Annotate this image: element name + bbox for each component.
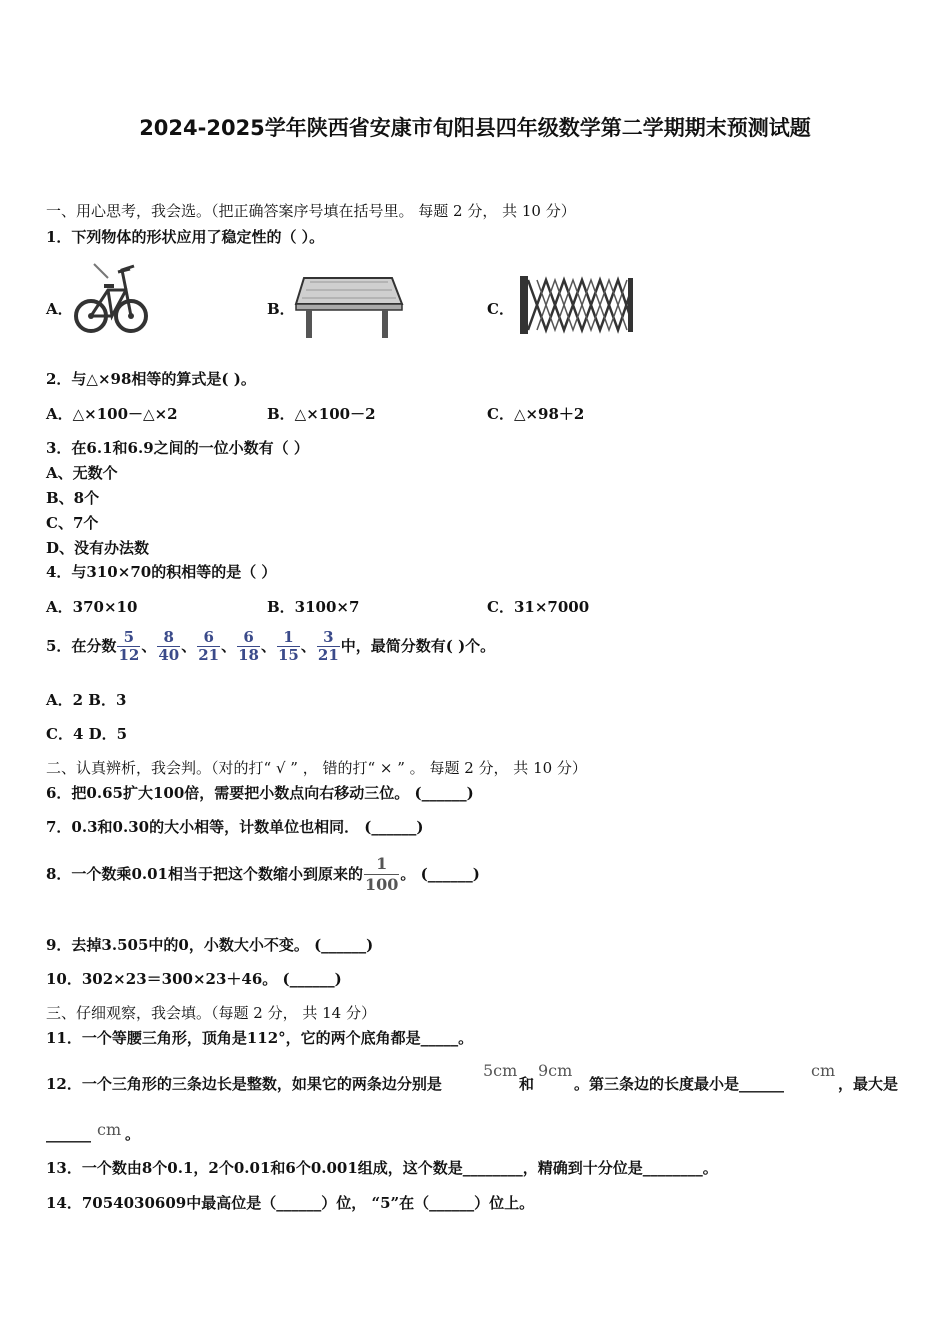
fraction-2-numerator: 8 — [157, 629, 180, 647]
q12-length-2: 9cm — [538, 1061, 573, 1080]
q5-stem — [46, 626, 495, 666]
fraction-4 — [237, 629, 260, 664]
fraction-6-denominator: 21 — [317, 645, 339, 664]
fraction-separator: 、 — [221, 637, 237, 655]
q5-prefix: 5．在分数 — [46, 637, 117, 655]
table-image — [294, 274, 404, 340]
fraction-separator: 、 — [260, 637, 276, 655]
fraction-6 — [317, 629, 340, 664]
q1-option-b-label: B． — [267, 300, 295, 318]
q3-option-c: C、7个 — [46, 514, 99, 532]
q3-option-b: B、8个 — [46, 489, 100, 507]
fraction-1-denominator: 12 — [118, 645, 140, 664]
fraction-4-numerator: 6 — [237, 629, 260, 647]
section2-header: 二、认真辨析，我会判。（对的打“ √ ” ， 错的打“ × ” 。 每题 2 分， 共 10 分） — [46, 759, 587, 777]
fraction-1-numerator: 5 — [117, 629, 140, 647]
page-title: 2024-2025学年陕西省安康市旬阳县四年级数学第二学期期末预测试题 — [139, 116, 811, 140]
q8-prefix: 8．一个数乘0.01相当于把这个数缩小到原来的 — [46, 865, 363, 883]
fraction-6-numerator: 3 — [317, 629, 340, 647]
fraction-4-denominator: 18 — [238, 645, 259, 664]
q5-options-row1: A．2 B．3 — [46, 691, 127, 709]
q3-stem: 3．在6.1和6.9之间的一位小数有（ ） — [46, 439, 309, 457]
folding-gate-image — [518, 274, 636, 336]
q4-option-a: A．370×10 — [46, 598, 138, 616]
fraction-separator: 、 — [181, 637, 197, 655]
q1-option-a-label: A． — [46, 300, 73, 318]
q12-unit: cm — [811, 1061, 836, 1080]
bicycle-image — [74, 260, 150, 338]
q5-suffix: 中，最简分数有( )个。 — [340, 637, 496, 655]
q12-part3: ，最大是 — [838, 1075, 899, 1093]
q12-part2: 。第三条边的长度最小是______ — [574, 1075, 785, 1093]
q12-end: 。 — [125, 1125, 141, 1143]
q2-option-a: A．△×100－△×2 — [46, 405, 178, 423]
section1-header: 一、用心思考，我会选。（把正确答案序号填在括号里。 每题 2 分， 共 10 分） — [46, 202, 576, 220]
q11: 11．一个等腰三角形，顶角是112°，它的两个底角都是_____。 — [46, 1029, 474, 1047]
q4-option-c: C．31×7000 — [487, 598, 590, 616]
fraction-3-numerator: 6 — [197, 629, 220, 647]
q8-fraction-denominator: 100 — [364, 874, 399, 894]
section3-header: 三、仔细观察，我会填。（每题 2 分， 共 14 分） — [46, 1004, 376, 1022]
q4-option-b: B．3100×7 — [267, 598, 360, 616]
q8-fraction — [364, 854, 399, 895]
q2-option-b: B．△×100－2 — [267, 405, 376, 423]
fraction-3-denominator: 21 — [198, 645, 220, 664]
q8 — [46, 852, 480, 896]
q3-option-a: A、无数个 — [46, 464, 118, 482]
q2-stem: 2．与△×98相等的算式是( )。 — [46, 370, 256, 388]
q9: 9．去掉3.505中的0，小数大小不变。 (______) — [46, 936, 374, 954]
fraction-separator: 、 — [141, 637, 157, 655]
q5-options-row2: C．4 D．5 — [46, 725, 128, 743]
q6: 6．把0.65扩大100倍，需要把小数点向右移动三位。 (______) — [46, 784, 474, 802]
q13: 13．一个数由8个0.1，2个0.01和6个0.001组成，这个数是________，精确到十分位是________。 — [46, 1159, 718, 1177]
q2-option-c: C．△×98＋2 — [487, 405, 585, 423]
fraction-1 — [117, 629, 140, 664]
q7: 7．0.3和0.30的大小相等，计数单位也相同． (______) — [46, 818, 424, 836]
q14: 14．7054030609中最高位是（______）位， “5”在（______）位上。 — [46, 1194, 535, 1212]
fraction-5-numerator: 1 — [277, 629, 300, 647]
fraction-3 — [197, 629, 220, 664]
fraction-5 — [277, 629, 300, 664]
fraction-separator: 、 — [300, 637, 316, 655]
q3-option-d: D、没有办法数 — [46, 539, 150, 557]
fraction-2 — [157, 629, 180, 664]
q12-part1: 12．一个三角形的三条边长是整数，如果它的两条边分别是 — [46, 1075, 442, 1093]
q12-length-1: 5cm — [483, 1061, 518, 1080]
q12-unit-2: cm — [97, 1120, 122, 1139]
q8-suffix: 。 (______) — [400, 865, 480, 883]
fraction-2-denominator: 40 — [158, 645, 180, 664]
q1-option-c-label: C． — [487, 300, 514, 318]
q12-and: 和 — [519, 1075, 535, 1093]
q10: 10．302×23＝300×23＋46。 (______) — [46, 970, 342, 988]
q8-fraction-numerator: 1 — [364, 854, 399, 875]
q12-blank: ______ — [46, 1125, 91, 1143]
q4-stem: 4．与310×70的积相等的是（ ） — [46, 563, 277, 581]
q1-stem: 1．下列物体的形状应用了稳定性的（ ）。 — [46, 228, 325, 246]
fraction-5-denominator: 15 — [278, 645, 299, 664]
